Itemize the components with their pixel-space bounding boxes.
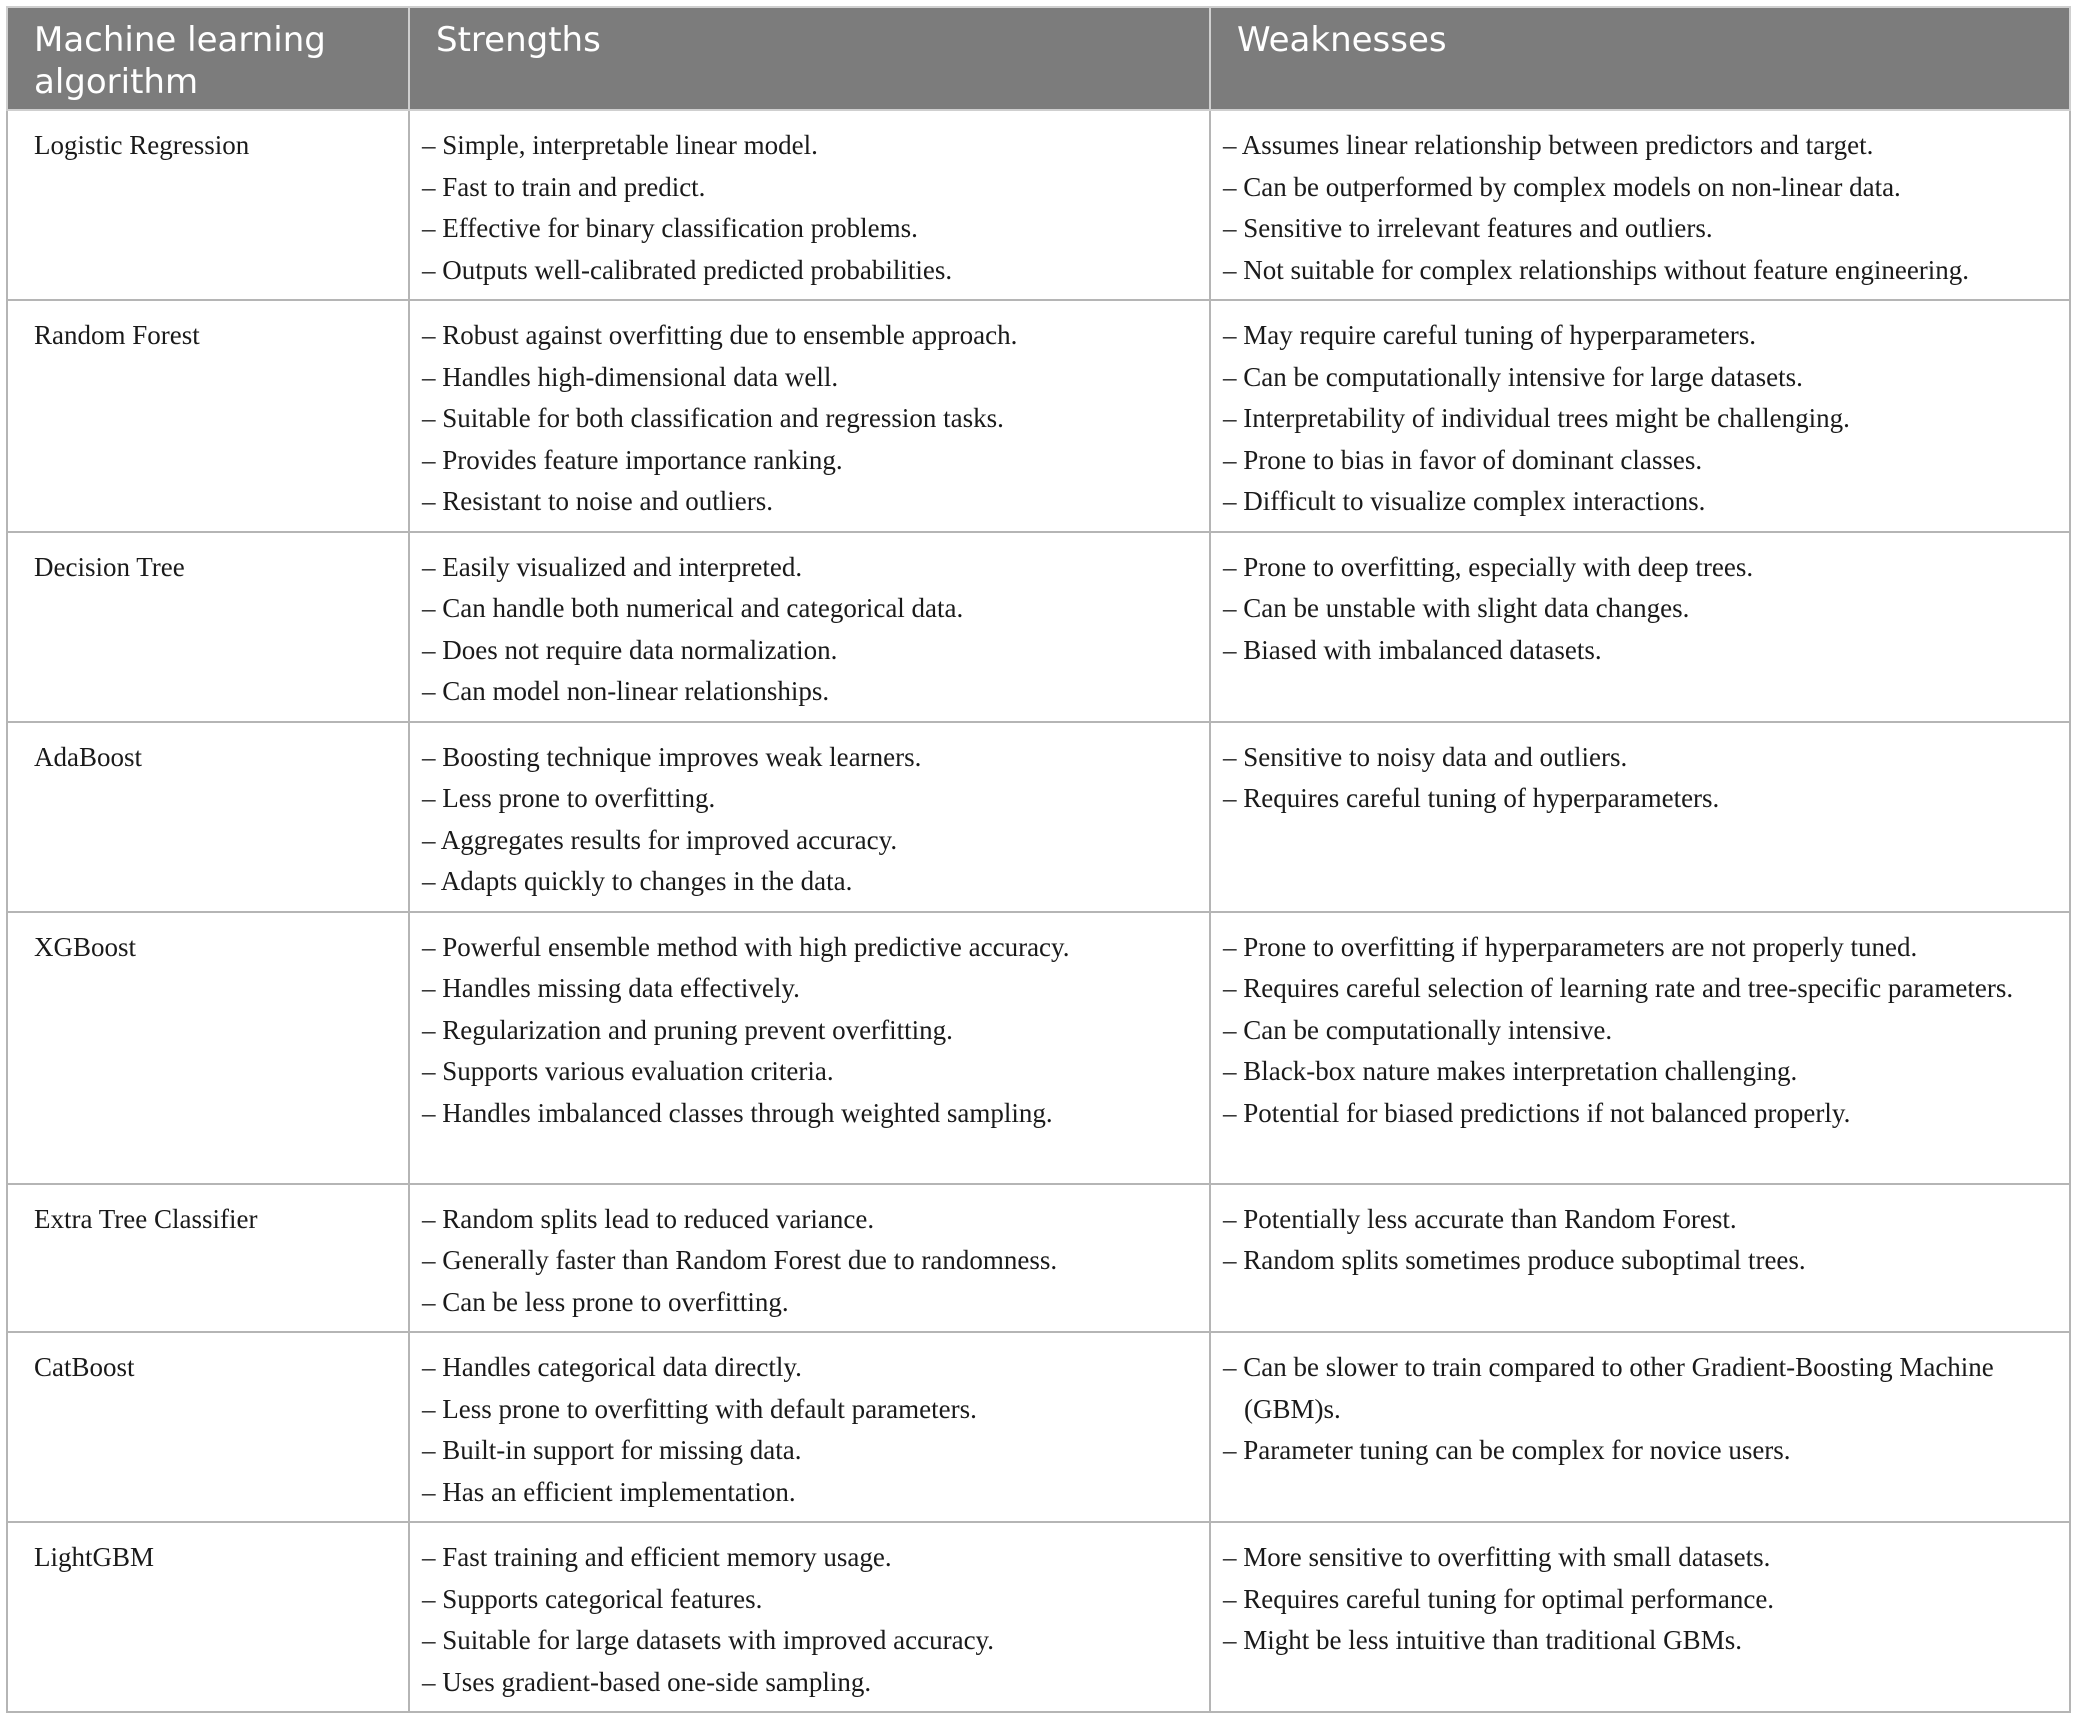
- header-strengths: Strengths: [409, 7, 1210, 110]
- weaknesses-cell: [1210, 110, 2070, 300]
- weaknesses-list: [1223, 927, 2057, 1135]
- weaknesses-cell: [1210, 912, 2070, 1184]
- strength-item: – Fast to train and predict.: [422, 171, 706, 202]
- weakness-item: – Requires careful tuning for optimal performance.: [1223, 1583, 1775, 1614]
- table-row: [7, 1332, 2070, 1522]
- weaknesses-list: [1223, 737, 2057, 820]
- weaknesses-list: [1223, 1199, 2057, 1282]
- algorithm-name: AdaBoost: [7, 722, 409, 912]
- strength-item: – Has an efficient implementation.: [422, 1476, 796, 1507]
- weakness-item: – Random splits sometimes produce suboptimal trees.: [1223, 1245, 1806, 1275]
- header-row: [7, 7, 2070, 110]
- strengths-list: [422, 315, 1197, 523]
- strength-item: – Easily visualized and interpreted.: [422, 551, 803, 582]
- weakness-item: – Interpretability of individual trees might be challenging.: [1223, 403, 1850, 433]
- algorithm-name: Extra Tree Classifier: [7, 1184, 409, 1333]
- weaknesses-cell: [1210, 532, 2070, 722]
- algorithm-name: CatBoost: [7, 1332, 409, 1522]
- weaknesses-list: [1223, 547, 2057, 672]
- table-row: [7, 300, 2070, 532]
- algorithm-name: Random Forest: [7, 300, 409, 532]
- strengths-list: [422, 1199, 1197, 1324]
- strength-item: – Can handle both numerical and categorical data.: [422, 593, 964, 623]
- strengths-list: [422, 927, 1197, 1135]
- weakness-item: – Might be less intuitive than traditional GBMs.: [1223, 1625, 1742, 1655]
- strength-item: – Handles missing data effectively.: [422, 973, 800, 1003]
- strengths-cell: [409, 1332, 1210, 1522]
- algorithm-name: XGBoost: [7, 912, 409, 1184]
- table-row: [7, 532, 2070, 722]
- weaknesses-list: [1223, 125, 2057, 291]
- strength-item: – Random splits lead to reduced variance.: [422, 1203, 875, 1234]
- strength-item: – Does not require data normalization.: [422, 634, 838, 665]
- strength-item: – Supports various evaluation criteria.: [422, 1056, 834, 1086]
- weakness-item: – Biased with imbalanced datasets.: [1223, 634, 1602, 665]
- strength-item: – Handles imbalanced classes through weighted sampling.: [422, 1097, 1053, 1128]
- strength-item: – Regularization and pruning prevent overfitting.: [422, 1014, 953, 1045]
- strengths-list: [422, 737, 1197, 903]
- table-header: [7, 7, 2070, 110]
- strength-item: – Provides feature importance ranking.: [422, 444, 843, 475]
- algorithm-name: Logistic Regression: [7, 110, 409, 300]
- strength-item: – Powerful ensemble method with high predictive accuracy.: [422, 931, 1070, 962]
- weakness-item: – Requires careful selection of learning rate and tree-specific parameters.: [1223, 973, 2014, 1003]
- weakness-item: – Can be unstable with slight data changes.: [1223, 593, 1690, 623]
- weakness-item: – Sensitive to noisy data and outliers.: [1223, 741, 1628, 772]
- strengths-list: [422, 1347, 1197, 1513]
- strength-item: – Fast training and efficient memory usage.: [422, 1542, 892, 1572]
- strength-item: – Can model non-linear relationships.: [422, 676, 830, 706]
- strengths-cell: [409, 532, 1210, 722]
- weakness-item: – Can be computationally intensive for large datasets.: [1223, 361, 1803, 392]
- strength-item: – Simple, interpretable linear model.: [422, 130, 818, 160]
- strengths-cell: [409, 912, 1210, 1184]
- algorithm-name: LightGBM: [7, 1522, 409, 1712]
- strengths-list: [422, 125, 1197, 291]
- table-body: [7, 110, 2070, 1712]
- weakness-item: – Prone to overfitting if hyperparameters are not properly tuned.: [1223, 931, 1918, 962]
- strength-item: – Boosting technique improves weak learners.: [422, 741, 922, 772]
- weakness-item: – Assumes linear relationship between predictors and target.: [1223, 130, 1874, 160]
- strength-item: – Uses gradient-based one-side sampling.: [422, 1666, 872, 1697]
- strength-item: – Adapts quickly to changes in the data.: [422, 866, 853, 896]
- strengths-cell: [409, 110, 1210, 300]
- weakness-item: – May require careful tuning of hyperparameters.: [1223, 320, 1757, 350]
- strength-item: – Aggregates results for improved accuracy.: [422, 824, 898, 855]
- strength-item: – Suitable for both classification and regression tasks.: [422, 403, 1004, 433]
- weakness-item: – Not suitable for complex relationships without feature engineering.: [1223, 254, 1970, 285]
- algorithm-name: Decision Tree: [7, 532, 409, 722]
- weakness-item: – Sensitive to irrelevant features and outliers.: [1223, 213, 1713, 243]
- weakness-item: – Difficult to visualize complex interactions.: [1223, 486, 1706, 516]
- strength-item: – Less prone to overfitting with default parameters.: [422, 1393, 977, 1424]
- table-row: [7, 912, 2070, 1184]
- weaknesses-cell: [1210, 1522, 2070, 1712]
- header-algorithm: Machine learning algorithm: [7, 7, 409, 110]
- strength-item: – Resistant to noise and outliers.: [422, 486, 773, 516]
- weakness-item: – Prone to overfitting, especially with deep trees.: [1223, 551, 1754, 582]
- weakness-item: – Prone to bias in favor of dominant classes.: [1223, 444, 1703, 475]
- weaknesses-list: [1223, 1537, 2057, 1662]
- strength-item: – Can be less prone to overfitting.: [422, 1286, 789, 1317]
- weakness-item: – Can be computationally intensive.: [1223, 1014, 1613, 1045]
- strength-item: – Robust against overfitting due to ensemble approach.: [422, 320, 1018, 350]
- header-weaknesses: Weaknesses: [1210, 7, 2070, 110]
- strengths-cell: [409, 722, 1210, 912]
- weakness-item: – Can be outperformed by complex models on non-linear data.: [1223, 171, 1901, 202]
- strengths-cell: [409, 1522, 1210, 1712]
- strength-item: – Effective for binary classification problems.: [422, 213, 918, 243]
- weakness-item: – More sensitive to overfitting with small datasets.: [1223, 1542, 1771, 1572]
- weakness-item: – Black-box nature makes interpretation challenging.: [1223, 1056, 1798, 1086]
- weakness-item: – Can be slower to train compared to other Gradient-Boosting Machine (GBM)s.: [1223, 1352, 1994, 1424]
- weakness-item: – Potential for biased predictions if not balanced properly.: [1223, 1097, 1851, 1128]
- strength-item: – Outputs well-calibrated predicted probabilities.: [422, 254, 953, 285]
- weakness-item: – Potentially less accurate than Random Forest.: [1223, 1203, 1737, 1234]
- table-row: [7, 1522, 2070, 1712]
- strength-item: – Handles high-dimensional data well.: [422, 361, 839, 392]
- strength-item: – Supports categorical features.: [422, 1583, 763, 1614]
- weaknesses-cell: [1210, 300, 2070, 532]
- strengths-list: [422, 1537, 1197, 1703]
- weaknesses-cell: [1210, 1184, 2070, 1333]
- weaknesses-list: [1223, 1347, 2057, 1472]
- weaknesses-cell: [1210, 1332, 2070, 1522]
- strengths-cell: [409, 300, 1210, 532]
- weaknesses-cell: [1210, 722, 2070, 912]
- table-row: [7, 1184, 2070, 1333]
- weaknesses-list: [1223, 315, 2057, 523]
- algorithm-comparison-table: [6, 6, 2071, 1713]
- strength-item: – Built-in support for missing data.: [422, 1435, 802, 1465]
- strength-item: – Suitable for large datasets with improved accuracy.: [422, 1625, 995, 1655]
- strength-item: – Less prone to overfitting.: [422, 783, 716, 813]
- strength-item: – Handles categorical data directly.: [422, 1352, 802, 1382]
- strengths-cell: [409, 1184, 1210, 1333]
- weakness-item: – Requires careful tuning of hyperparameters.: [1223, 783, 1720, 813]
- table-row: [7, 722, 2070, 912]
- strengths-list: [422, 547, 1197, 713]
- strength-item: – Generally faster than Random Forest due to randomness.: [422, 1245, 1058, 1275]
- weakness-item: – Parameter tuning can be complex for novice users.: [1223, 1435, 1791, 1465]
- table-row: [7, 110, 2070, 300]
